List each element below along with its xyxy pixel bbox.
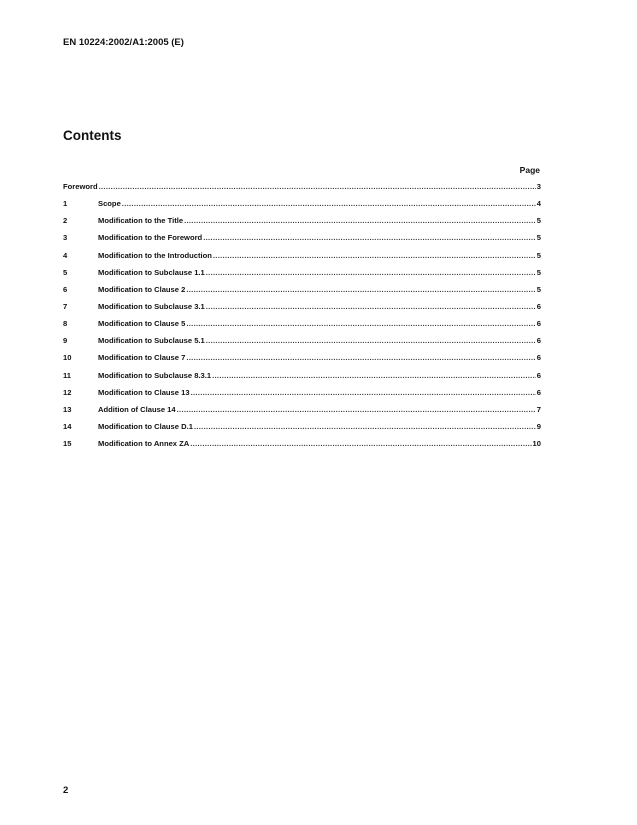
toc-entry-page: 6 [536, 370, 541, 380]
toc-entry-title: Modification to Clause 13 [98, 387, 190, 397]
toc-leader-dots [184, 215, 536, 226]
toc-entry-number: 1 [63, 199, 68, 209]
toc-entry-page: 6 [536, 336, 541, 346]
toc-entry[interactable] [63, 421, 541, 438]
toc-leader-dots [99, 181, 536, 192]
toc-entry-number: 11 [63, 370, 72, 380]
toc-entry-number: 2 [63, 216, 68, 226]
toc-entry-number: 13 [63, 404, 72, 414]
toc-entry-page: 9 [536, 421, 541, 431]
toc-leader-dots [122, 198, 536, 209]
toc-entry[interactable] [63, 215, 541, 232]
toc-entry-page: 3 [536, 182, 541, 191]
toc-entry-title: Scope [98, 199, 121, 209]
toc-entry-title: Addition of Clause 14 [98, 404, 176, 414]
toc-entry[interactable] [63, 370, 541, 387]
toc-entry[interactable] [63, 301, 541, 318]
toc-leader-dots [191, 387, 536, 398]
toc-entry-number: 4 [63, 250, 68, 260]
toc-entry-foreword[interactable] [63, 181, 541, 198]
toc-entry-title: Modification to Clause D.1 [98, 421, 193, 431]
toc-entry-page: 10 [532, 439, 541, 449]
toc-entry-title: Modification to Subclause 8.3.1 [98, 370, 212, 380]
toc-entry-number: 12 [63, 387, 72, 397]
toc-leader-dots [206, 301, 536, 312]
table-of-contents [63, 181, 541, 455]
toc-entry[interactable] [63, 250, 541, 267]
toc-entry-page: 5 [536, 250, 541, 260]
toc-entry[interactable] [63, 404, 541, 421]
toc-entry[interactable] [63, 284, 541, 301]
toc-leader-dots [206, 267, 536, 278]
contents-heading: Contents [63, 128, 122, 143]
toc-entry-number: 15 [63, 439, 72, 449]
toc-entry-page: 5 [536, 233, 541, 243]
toc-leader-dots [186, 318, 535, 329]
toc-entry-page: 6 [536, 319, 541, 329]
toc-entry-title: Modification to Clause 5 [98, 319, 186, 329]
toc-entry-title: Modification to Clause 2 [98, 284, 186, 294]
toc-entry-title: Modification to Annex ZA [98, 439, 190, 449]
toc-entry-page: 7 [536, 404, 541, 414]
toc-entry-number: 5 [63, 267, 68, 277]
toc-entry-title: Modification to the Title [98, 216, 184, 226]
toc-entry-title: Modification to Subclause 1.1 [98, 267, 205, 277]
toc-entry[interactable] [63, 232, 541, 249]
toc-leader-dots [213, 250, 536, 261]
toc-leader-dots [206, 335, 536, 346]
toc-leader-dots [177, 404, 536, 415]
toc-entry-title: Modification to Clause 7 [98, 353, 186, 363]
toc-leader-dots [186, 284, 535, 295]
toc-entry-number: 8 [63, 319, 68, 329]
toc-entry-number: 9 [63, 336, 68, 346]
toc-entry[interactable] [63, 267, 541, 284]
toc-entry-page: 6 [536, 387, 541, 397]
toc-leader-dots [190, 438, 531, 449]
toc-entry-number: 3 [63, 233, 68, 243]
toc-entry-page: 6 [536, 353, 541, 363]
toc-entry[interactable] [63, 335, 541, 352]
toc-entry[interactable] [63, 352, 541, 369]
toc-entry-title: Foreword [63, 182, 98, 191]
toc-entry-page: 5 [536, 267, 541, 277]
toc-entry-number: 6 [63, 284, 68, 294]
toc-entry-page: 6 [536, 301, 541, 311]
toc-entry-page: 4 [536, 199, 541, 209]
toc-entry-title: Modification to Subclause 3.1 [98, 301, 205, 311]
toc-entry-page: 5 [536, 284, 541, 294]
toc-entry-title: Modification to Subclause 5.1 [98, 336, 205, 346]
toc-leader-dots [194, 421, 536, 432]
toc-entry-title: Modification to the Foreword [98, 233, 203, 243]
toc-leader-dots [212, 370, 536, 381]
page-number-footer: 2 [63, 785, 69, 796]
toc-entry-page: 5 [536, 216, 541, 226]
toc-entry[interactable] [63, 438, 541, 455]
document-code-header: EN 10224:2002/A1:2005 (E) [63, 37, 184, 48]
toc-entry-title: Modification to the Introduction [98, 250, 212, 260]
toc-entry-number: 10 [63, 353, 72, 363]
toc-leader-dots [186, 352, 535, 363]
toc-leader-dots [203, 232, 536, 243]
toc-entry-number: 14 [63, 421, 72, 431]
toc-entry[interactable] [63, 318, 541, 335]
toc-entry[interactable] [63, 387, 541, 404]
toc-entry-number: 7 [63, 301, 68, 311]
page-column-label: Page [519, 165, 540, 175]
toc-entry[interactable] [63, 198, 541, 215]
